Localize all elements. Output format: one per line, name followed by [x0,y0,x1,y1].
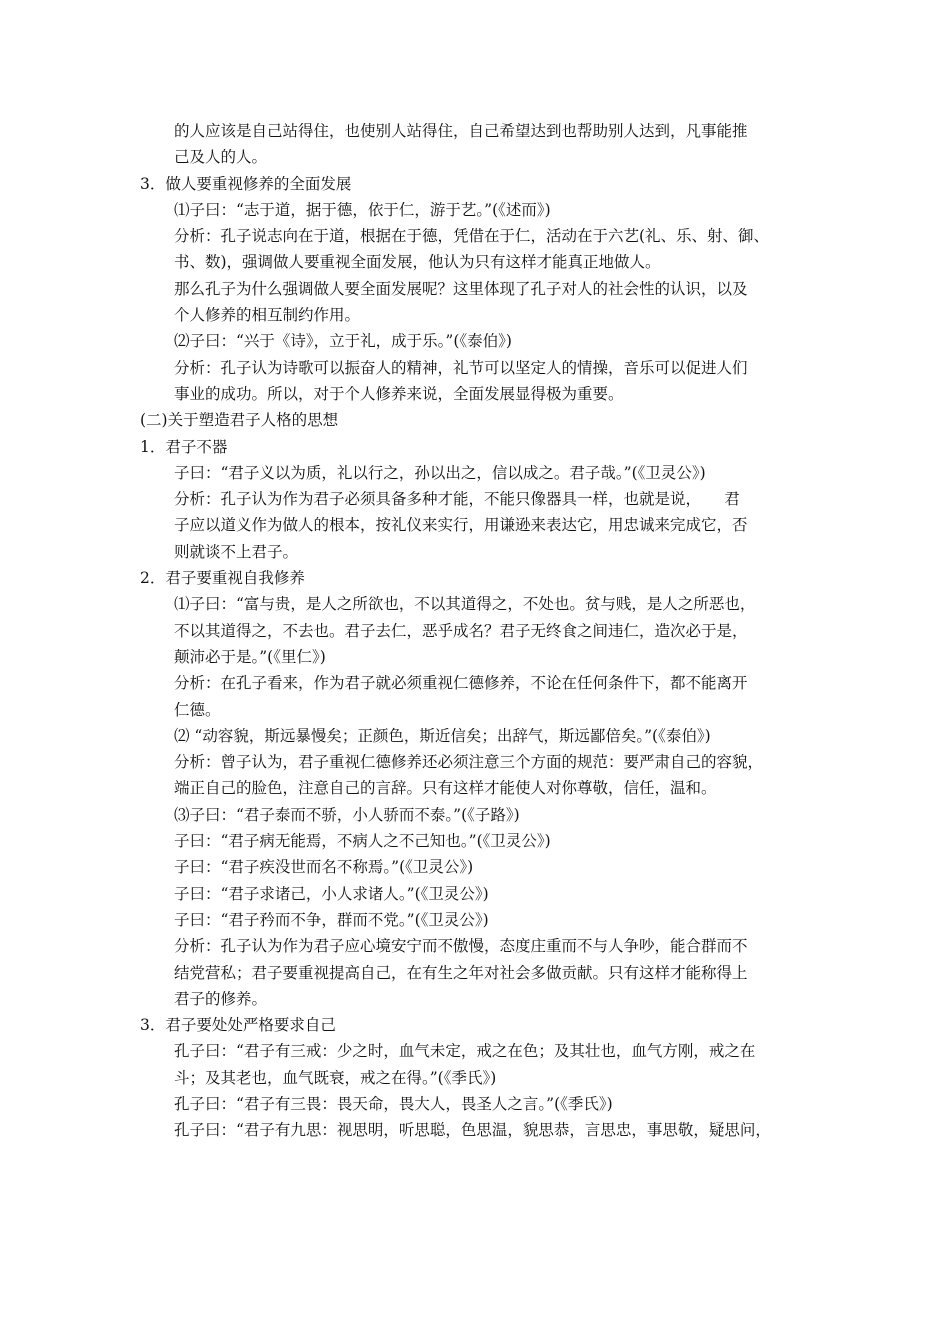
paragraph-line: 己及人的人。 [174,148,268,167]
section-heading: 1．君子不器 [140,437,228,456]
paragraph-line: 子曰：“君子求诸己，小人求诸人。”(《卫灵公》) [174,884,489,903]
paragraph-line: 仁德。 [174,700,221,719]
section-heading: 2．君子要重视自我修养 [140,569,305,588]
paragraph-line: ⑵子曰：“兴于《诗》，立于礼，成于乐。”(《泰伯》) [174,332,512,351]
paragraph-line: ⑶子曰：“君子泰而不骄，小人骄而不泰。”(《子路》) [174,805,520,824]
paragraph-line: 子曰：“君子矜而不争，群而不党。”(《卫灵公》) [174,910,489,929]
paragraph-line: 个人修养的相互制约作用。 [174,306,361,325]
paragraph-line: 颠沛必于是。”(《里仁》) [174,647,326,666]
paragraph-line: 孔子曰：“君子有九思：视思明，听思聪，色思温，貌思恭，言思忠，事思敬，疑思问， [174,1121,771,1140]
paragraph-line: ⑵ “动容貌，斯远暴慢矣；正颜色，斯近信矣；出辞气，斯远鄙倍矣。”(《泰伯》) [174,726,711,745]
paragraph-line: 书、数)，强调做人要重视全面发展，他认为只有这样才能真正地做人。 [174,253,661,272]
paragraph-line: 分析：孔子认为诗歌可以振奋人的精神，礼节可以坚定人的情操，音乐可以促进人们 [174,358,748,377]
paragraph-line: 子曰：“君子义以为质，礼以行之，孙以出之，信以成之。君子哉。”(《卫灵公》) [174,463,706,482]
paragraph-line: 子曰：“君子病无能焉，不病人之不己知也。”(《卫灵公》) [174,832,551,851]
paragraph-line: 分析：曾子认为，君子重视仁德修养还必须注意三个方面的规范：要严肃自己的容貌， [174,753,764,772]
paragraph-line: 孔子曰：“君子有三戒：少之时，血气未定，戒之在色；及其壮也，血气方刚，戒之在 [174,1042,756,1061]
document-body [140,118,820,1144]
section-heading: 3．做人要重视修养的全面发展 [140,174,352,193]
paragraph-line: 君子的修养。 [174,989,268,1008]
paragraph-line: 事业的成功。所以，对于个人修养来说，全面发展显得极为重要。 [174,384,624,403]
paragraph-line: 分析：在孔子看来，作为君子就必须重视仁德修养，不论在任何条件下，都不能离开 [174,674,748,693]
paragraph-line: 斗；及其老也，血气既衰，戒之在得。”(《季氏》) [174,1068,497,1087]
paragraph-line: 分析：孔子认为作为君子应心境安宁而不傲慢，态度庄重而不与人争吵，能合群而不 [174,937,748,956]
paragraph-line: 孔子曰：“君子有三畏：畏天命，畏大人，畏圣人之言。”(《季氏》) [174,1094,613,1113]
section-heading: 3．君子要处处严格要求自己 [140,1016,336,1035]
paragraph-line: 子应以道义作为做人的根本，按礼仪来实行，用谦逊来表达它，用忠诚来完成它，否 [174,516,748,535]
paragraph-line: ⑴子曰：“富与贵，是人之所欲也，不以其道得之，不处也。贫与贱，是人之所恶也， [174,595,756,614]
paragraph-line: 那么孔子为什么强调做人要全面发展呢？这里体现了孔子对人的社会性的认识，以及 [174,279,748,298]
paragraph-line: 分析：孔子说志向在于道，根据在于德，凭借在于仁，活动在于六艺(礼、乐、射、御、 [174,227,770,246]
paragraph-line: 子曰：“君子疾没世而名不称焉。”(《卫灵公》) [174,858,474,877]
paragraph-line: 端正自己的脸色，注意自己的言辞。只有这样才能使人对你尊敬，信任，温和。 [174,779,717,798]
paragraph-line: 不以其道得之，不去也。君子去仁，恶乎成名？君子无终食之间违仁，造次必于是， [174,621,748,640]
paragraph-line: 的人应该是自己站得住，也使别人站得住，自己希望达到也帮助别人达到，凡事能推 [174,122,748,140]
paragraph-line: 则就谈不上君子。 [174,542,299,561]
paragraph-line: 结党营私；君子要重视提高自己，在有生之年对社会多做贡献。只有这样才能称得上 [174,963,748,982]
section-heading: (二)关于塑造君子人格的思想 [140,411,339,430]
paragraph-line: 分析：孔子认为作为君子必须具备多种才能，不能只像器具一样，也就是说， 君 [174,490,740,509]
paragraph-line: ⑴子曰：“志于道，据于德，依于仁，游于艺。”(《述而》) [174,200,551,219]
